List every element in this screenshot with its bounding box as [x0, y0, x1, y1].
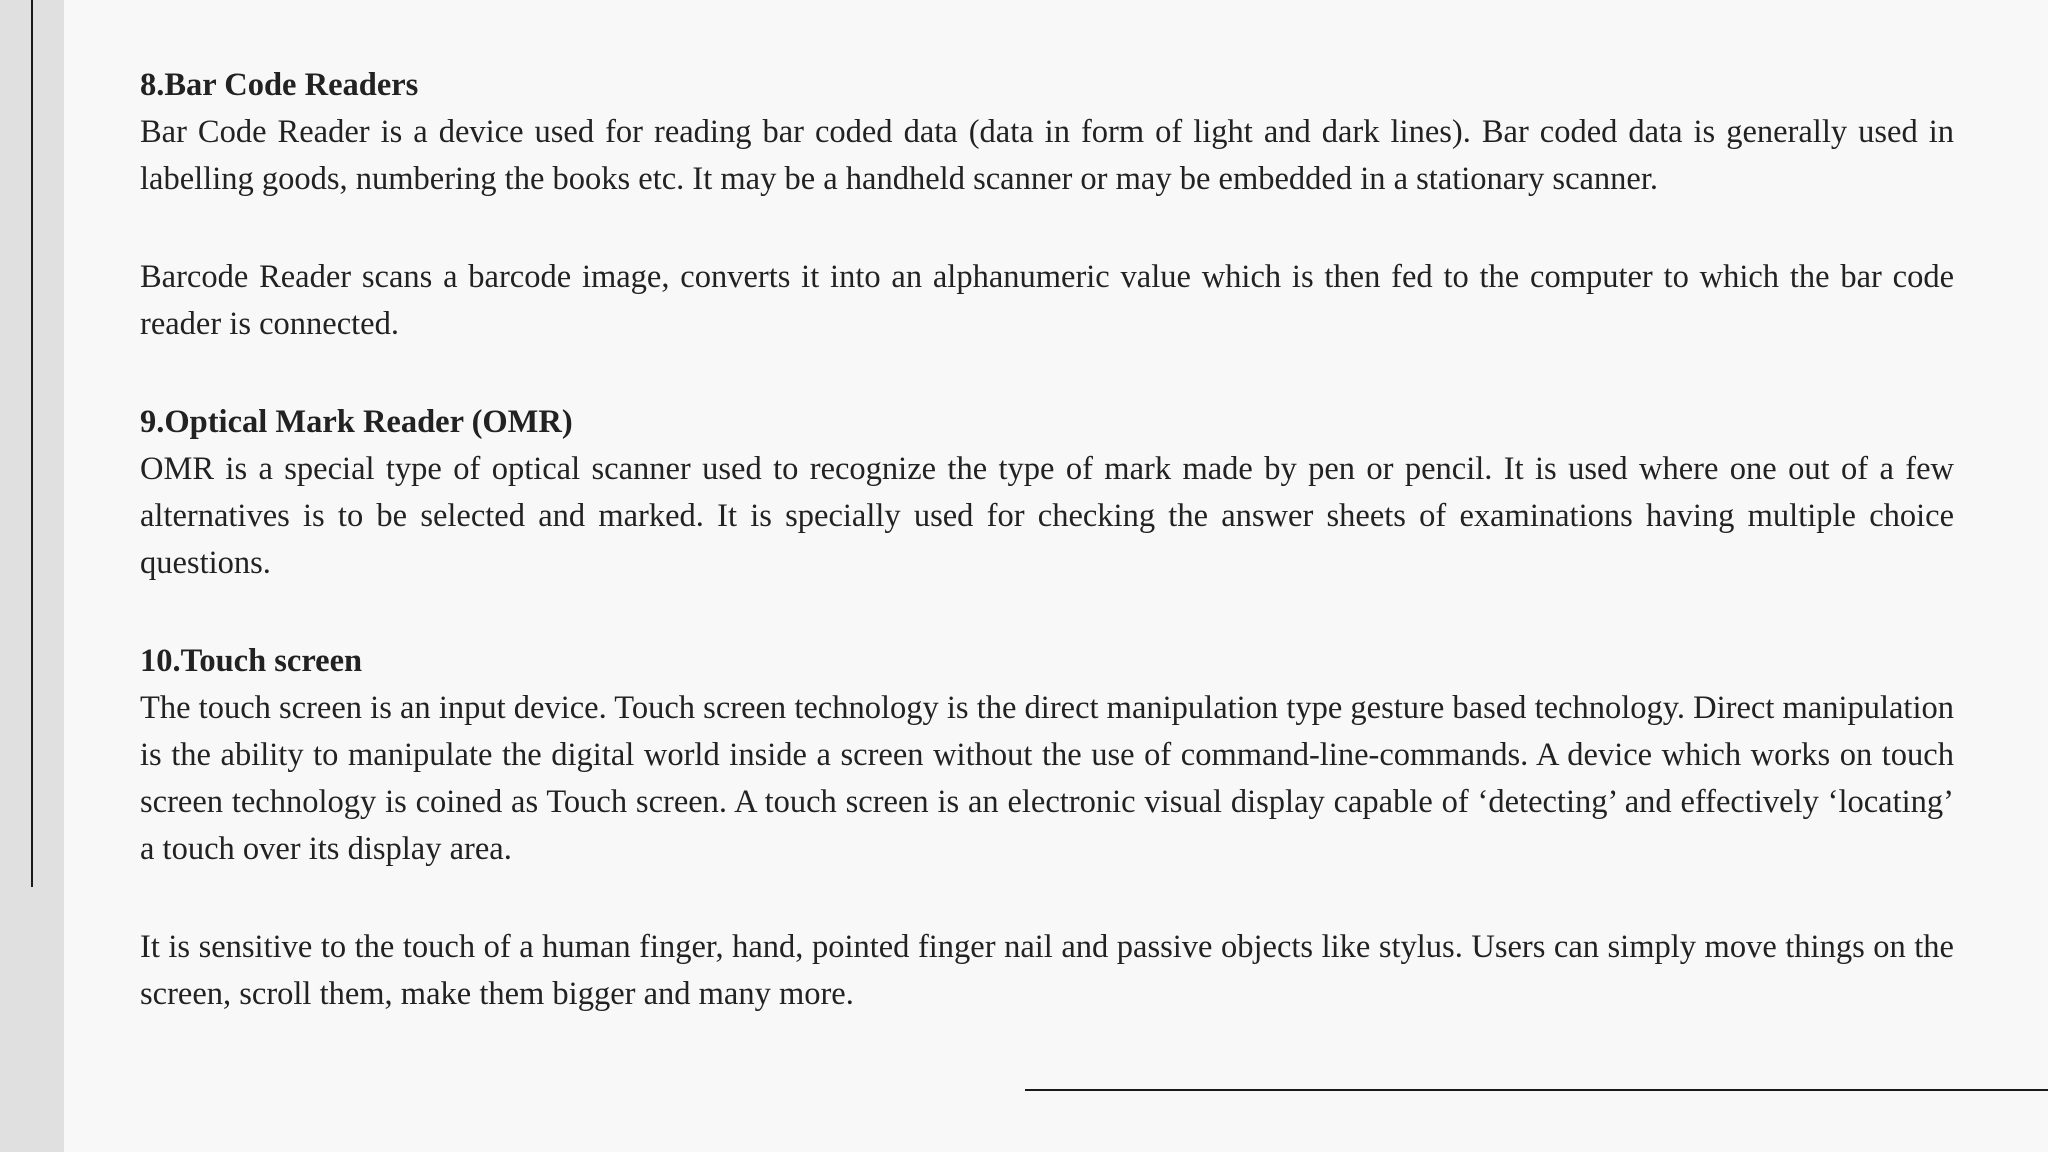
- paragraph: The touch screen is an input device. Touch screen technology is the direct manipulation type gesture based technology. Direct manipulation is the ability to manipulate the digital world inside a screen without the use of command-line-commands. A device which works on touch screen technology is coined as Touch screen. A touch screen is an electronic visual display capable of ‘detecting’ and effectively ‘locating’ a touch over its display area.: [140, 690, 1954, 867]
- document-page: [64, 0, 2048, 1152]
- section-bar-code-readers: [140, 62, 1954, 348]
- left-margin: [0, 0, 64, 1152]
- margin-rule: [31, 0, 33, 887]
- paragraph: Bar Code Reader is a device used for reading bar coded data (data in form of light and dark lines). Bar coded data is generally used in labelling goods, numbering the books etc. It may be a handheld scanner or may be embedded in a stationary scanner.: [140, 114, 1954, 197]
- paragraph: OMR is a special type of optical scanner used to recognize the type of mark made by pen or pencil. It is used where one out of a few alternatives is to be selected and marked. It is specially used for checking the answer sheets of examinations having multiple choice questions.: [140, 451, 1954, 581]
- document-content: [140, 62, 1954, 1018]
- section-optical-mark-reader: [140, 399, 1954, 587]
- section-title: 10.Touch screen: [140, 643, 363, 679]
- bottom-rule: [1025, 1089, 2048, 1091]
- paragraph: It is sensitive to the touch of a human finger, hand, pointed finger nail and passive objects like stylus. Users can simply move things on the screen, scroll them, make them bigger and many more.: [140, 929, 1954, 1012]
- section-title: 9.Optical Mark Reader (OMR): [140, 404, 573, 440]
- paragraph: Barcode Reader scans a barcode image, converts it into an alphanumeric value which is then fed to the computer to which the bar code reader is connected.: [140, 259, 1954, 342]
- section-title: 8.Bar Code Readers: [140, 67, 419, 103]
- section-touch-screen: [140, 638, 1954, 1018]
